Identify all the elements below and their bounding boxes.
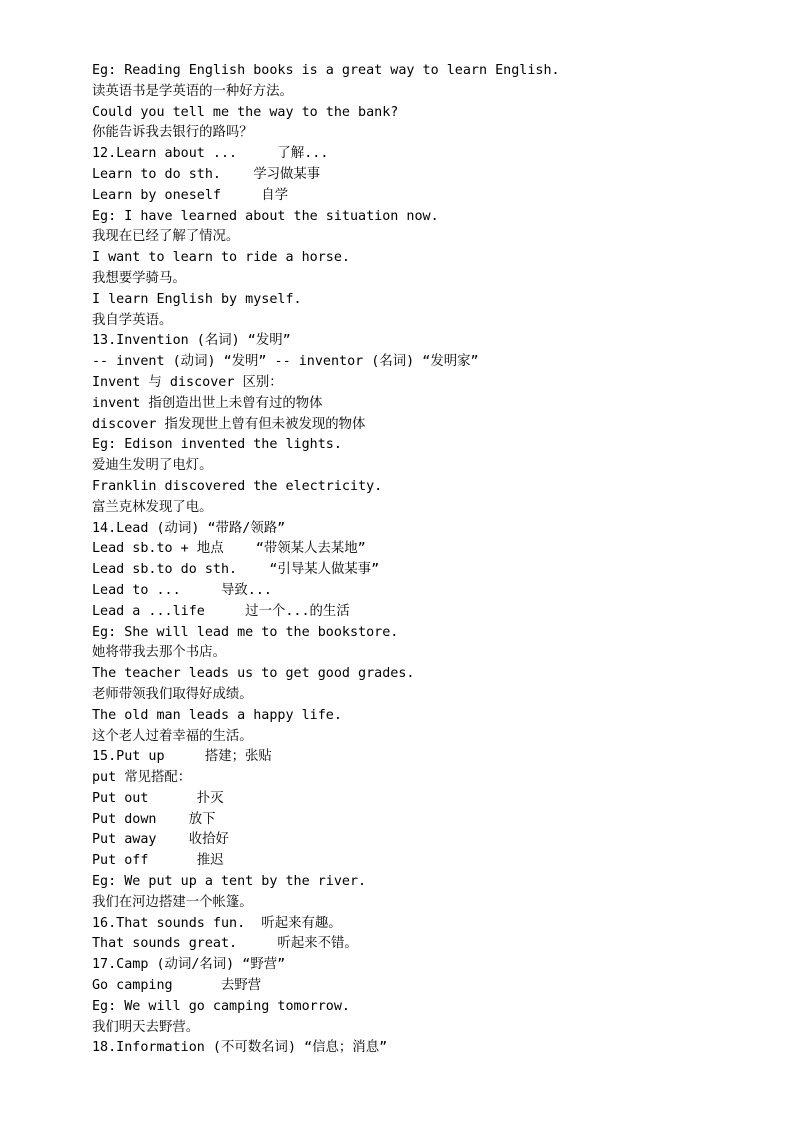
text-line: Eg: I have learned about the situation now.: [92, 208, 439, 224]
text-line: invent 指创造出世上未曾有过的物体: [92, 395, 323, 411]
text-line: Eg: We put up a tent by the river.: [92, 874, 367, 890]
text-line: Put down 放下: [92, 811, 216, 827]
text-line: 爱迪生发明了电灯。: [92, 458, 213, 474]
text-line: Eg: Edison invented the lights.: [92, 437, 342, 453]
text-line: Go camping 去野营: [92, 978, 262, 994]
text-line: 这个老人过着幸福的生活。: [92, 728, 253, 744]
text-line: Put away 收拾好: [92, 832, 229, 848]
text-line: Could you tell me the way to the bank?: [92, 104, 399, 120]
document-page: [92, 61, 772, 1059]
section-heading: 16.That sounds fun. 听起来有趣。: [92, 915, 342, 931]
section-heading: 14.Lead (动词) “带路/领路”: [92, 520, 286, 536]
text-line: 老师带领我们取得好成绩。: [92, 686, 253, 702]
text-line: -- invent (动词) “发明” -- inventor (名词) “发明家”: [92, 354, 479, 370]
text-line: Lead sb.to + 地点 “带领某人去某地”: [92, 541, 366, 557]
text-line: Franklin discovered the electricity.: [92, 478, 383, 494]
text-line: Put out 扑灭: [92, 790, 224, 806]
text-line: That sounds great. 听起来不错。: [92, 936, 358, 952]
text-line: Put off 推迟: [92, 853, 224, 869]
section-heading: 17.Camp (动词/名词) “野营”: [92, 957, 286, 973]
section-heading: 15.Put up 搭建；张贴: [92, 749, 272, 765]
text-line: 你能告诉我去银行的路吗？: [92, 125, 253, 141]
text-line: I learn English by myself.: [92, 291, 302, 307]
text-line: 富兰克林发现了电。: [92, 499, 213, 515]
text-line: Learn to do sth. 学习做某事: [92, 166, 321, 182]
text-line: 读英语书是学英语的一种好方法。: [92, 83, 293, 99]
text-line: Invent 与 discover 区别：: [92, 374, 283, 390]
text-line: The old man leads a happy life.: [92, 707, 342, 723]
text-line: 我现在已经了解了情况。: [92, 229, 240, 245]
text-line: Eg: Reading English books is a great way to learn English.: [92, 63, 560, 78]
text-line: put 常见搭配：: [92, 770, 192, 786]
text-line: 我自学英语。: [92, 312, 173, 328]
text-line: Lead to ... 导致...: [92, 582, 272, 598]
text-line: Lead sb.to do sth. “引导某人做某事”: [92, 562, 380, 578]
text-line: Lead a ...life 过一个...的生活: [92, 603, 350, 619]
section-heading: 12.Learn about ... 了解...: [92, 146, 329, 162]
text-line: Learn by oneself 自学: [92, 187, 289, 203]
section-heading: 13.Invention (名词) “发明”: [92, 333, 291, 349]
text-line: Eg: She will lead me to the bookstore.: [92, 624, 399, 640]
text-line: 我想要学骑马。: [92, 270, 186, 286]
text-line: The teacher leads us to get good grades.: [92, 666, 415, 682]
section-heading: 18.Information (不可数名词) “信息；消息”: [92, 1040, 388, 1056]
text-line: 我们明天去野营。: [92, 1019, 200, 1035]
text-line: discover 指发现世上曾有但未被发现的物体: [92, 416, 366, 432]
text-line: I want to learn to ride a horse.: [92, 250, 350, 266]
text-line: 她将带我去那个书店。: [92, 645, 226, 661]
text-line: 我们在河边搭建一个帐篷。: [92, 894, 253, 910]
text-line: Eg: We will go camping tomorrow.: [92, 998, 350, 1014]
